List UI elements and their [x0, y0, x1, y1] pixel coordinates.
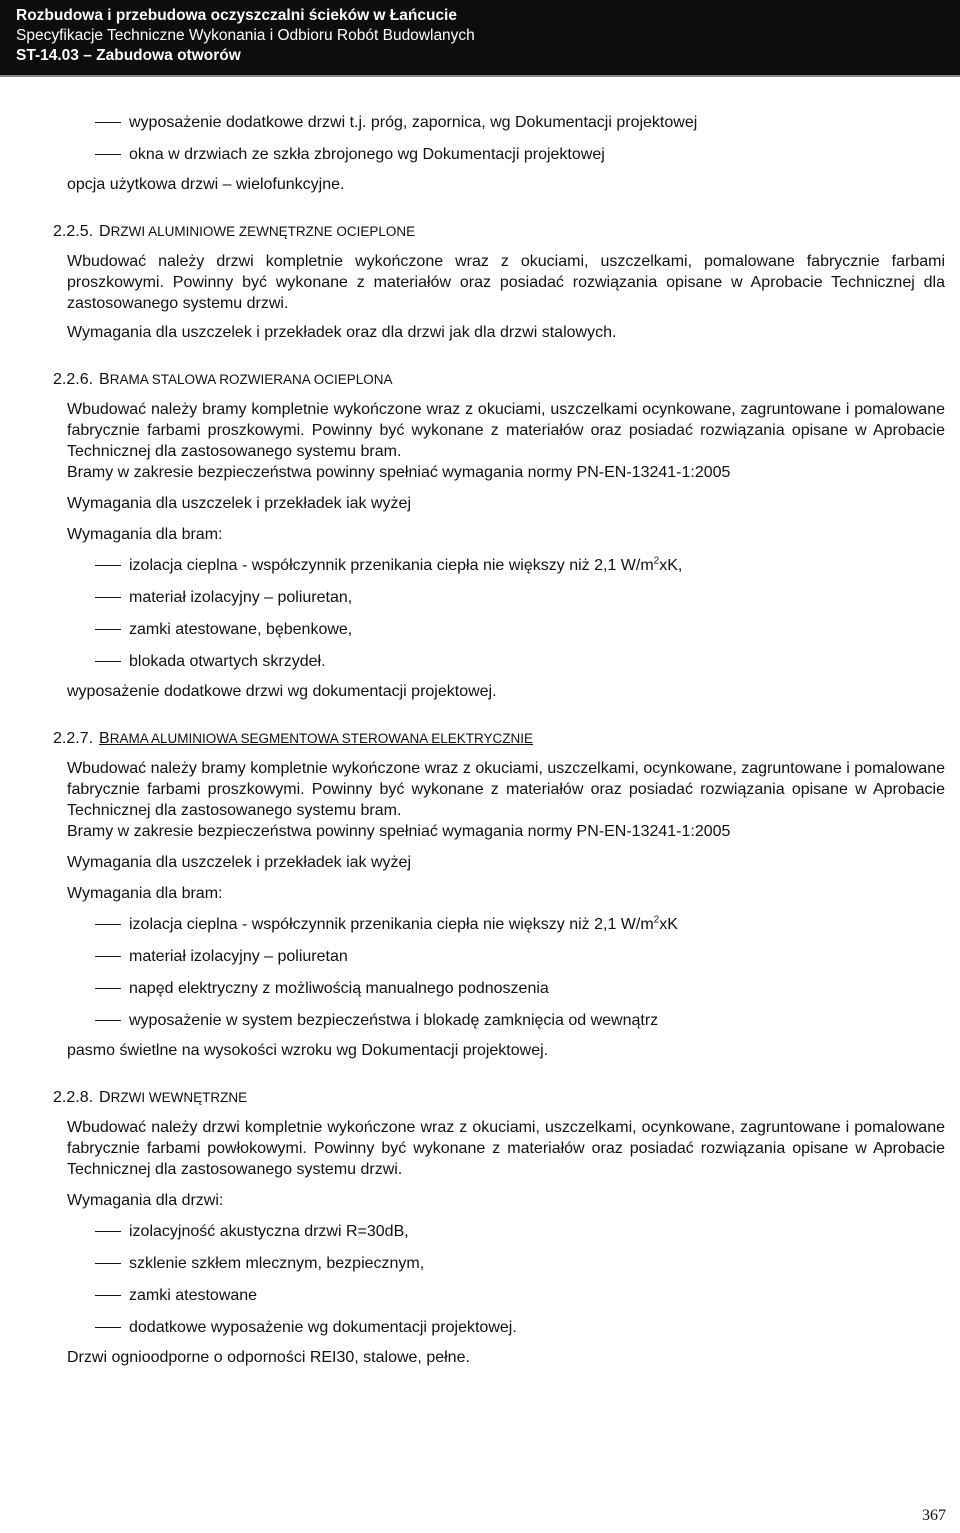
dash-marker	[95, 1295, 121, 1296]
list-item: wyposażenie w system bezpieczeństwa i blokadę zamknięcia od wewnątrz	[67, 1010, 945, 1031]
list-item: okna w drzwiach ze szkła zbrojonego wg Dokumentacji projektowej	[67, 144, 945, 165]
list-item: dodatkowe wyposażenie wg dokumentacji projektowej.	[67, 1317, 945, 1338]
norm-requirement: Bramy w zakresie bezpieczeństwa powinny spełniać wymagania normy PN-EN-13241-1:2005	[67, 823, 731, 840]
page-number: 367	[922, 1507, 946, 1524]
requirements-label: Wymagania dla bram:	[67, 526, 223, 543]
section-heading-2-2-5: 2.2.5. DRZWI ALUMINIOWE ZEWNĘTRZNE OCIEPLONE	[53, 223, 416, 240]
dash-marker	[95, 1231, 121, 1232]
document-body	[53, 112, 945, 1368]
seals-requirement: Wymagania dla uszczelek i przekładek iak wyżej	[67, 854, 411, 871]
dash-marker	[95, 1020, 121, 1021]
section-heading-2-2-6: 2.2.6. BRAMA STALOWA ROZWIERANA OCIEPLONA	[53, 371, 393, 388]
section-paragraph: Wbudować należy drzwi kompletnie wykończone wraz z okuciami, uszczelkami, ocynkowane, zagruntowane i pomalowane fabrycznie farbami powłokowymi. Powinny być wykonane z materiałów oraz posiadać rozwiązania opisane w Aprobacie Technicznej dla zastosowanego systemu drzwi.	[67, 1119, 945, 1178]
list-item: blokada otwartych skrzydeł.	[67, 651, 945, 672]
section-paragraph: Wbudować należy bramy kompletnie wykończone wraz z okuciami, uszczelkami, ocynkowane, zagruntowane i pomalowane fabrycznie farbami proszkowymi. Powinny być wykonane z materiałów oraz posiadać rozwiązania opisane w Aprobacie Technicznej dla zastosowanego systemu bram.	[67, 760, 945, 819]
dash-marker	[95, 661, 121, 662]
section-note: Wymagania dla uszczelek i przekładek oraz dla drzwi jak dla drzwi stalowych.	[67, 324, 617, 341]
section-heading-2-2-8: 2.2.8. DRZWI WEWNĘTRZNE	[53, 1089, 248, 1106]
requirements-label: Wymagania dla bram:	[67, 885, 223, 902]
list-item: napęd elektryczny z możliwością manualnego podnoszenia	[67, 978, 945, 999]
requirements-label: Wymagania dla drzwi:	[67, 1192, 224, 1209]
dash-marker	[95, 1327, 121, 1328]
section-paragraph: Wbudować należy bramy kompletnie wykończone wraz z okuciami, uszczelkami ocynkowane, zagruntowane i pomalowane fabrycznie farbami proszkowymi. Powinny być wykonane z materiałów oraz posiadać rozwiązania opisane w Aprobacie Technicznej dla zastosowanego systemu bram.	[67, 401, 945, 460]
list-item: izolacja cieplna - współczynnik przenikania ciepła nie większy niż 2,1 $W/m^2xK$	[67, 914, 945, 935]
list-item: zamki atestowane, bębenkowe,	[67, 619, 945, 640]
section-note: wyposażenie dodatkowe drzwi wg dokumentacji projektowej.	[67, 683, 497, 700]
dash-marker	[95, 565, 121, 566]
dash-marker	[95, 154, 121, 155]
list-item: wyposażenie dodatkowe drzwi t.j. próg, zapornica, wg Dokumentacji projektowej	[67, 112, 945, 133]
list-item: materiał izolacyjny – poliuretan,	[67, 587, 945, 608]
intro-note: opcja użytkowa drzwi – wielofunkcyjne.	[67, 176, 345, 193]
section-note: Drzwi ognioodporne o odporności REI30, stalowe, pełne.	[67, 1349, 470, 1366]
dash-marker	[95, 629, 121, 630]
dash-marker	[95, 122, 121, 123]
list-item: izolacja cieplna - współczynnik przenikania ciepła nie większy niż 2,1 $W/m^2xK$,	[67, 555, 945, 576]
norm-requirement: Bramy w zakresie bezpieczeństwa powinny spełniać wymagania normy PN-EN-13241-1:2005	[67, 464, 731, 481]
dash-marker	[95, 988, 121, 989]
section-note: pasmo świetlne na wysokości wzroku wg Dokumentacji projektowej.	[67, 1042, 549, 1059]
list-item: szklenie szkłem mlecznym, bezpiecznym,	[67, 1253, 945, 1274]
header-project-title: Rozbudowa i przebudowa oczyszczalni ścieków w Łańcucie	[16, 7, 457, 24]
section-heading-2-2-7: 2.2.7. BRAMA ALUMINIOWA SEGMENTOWA STEROWANA ELEKTRYCZNIE	[53, 730, 534, 747]
header-section-title: ST-14.03 – Zabudowa otworów	[16, 47, 241, 64]
dash-marker	[95, 1263, 121, 1264]
dash-marker	[95, 597, 121, 598]
document-header	[0, 0, 960, 77]
seals-requirement: Wymagania dla uszczelek i przekładek iak wyżej	[67, 495, 411, 512]
list-item: zamki atestowane	[67, 1285, 945, 1306]
list-item: izolacyjność akustyczna drzwi R=30dB,	[67, 1221, 945, 1242]
section-paragraph: Wbudować należy drzwi kompletnie wykończone wraz z okuciami, uszczelkami, pomalowane fabrycznie farbami proszkowymi. Powinny być wykonane z materiałów oraz posiadać rozwiązania opisane w Aprobacie Technicznej dla zastosowanego systemu drzwi.	[67, 253, 945, 312]
list-item: materiał izolacyjny – poliuretan	[67, 946, 945, 967]
header-spec-title: Specyfikacje Techniczne Wykonania i Odbioru Robót Budowlanych	[16, 27, 475, 44]
dash-marker	[95, 956, 121, 957]
dash-marker	[95, 924, 121, 925]
